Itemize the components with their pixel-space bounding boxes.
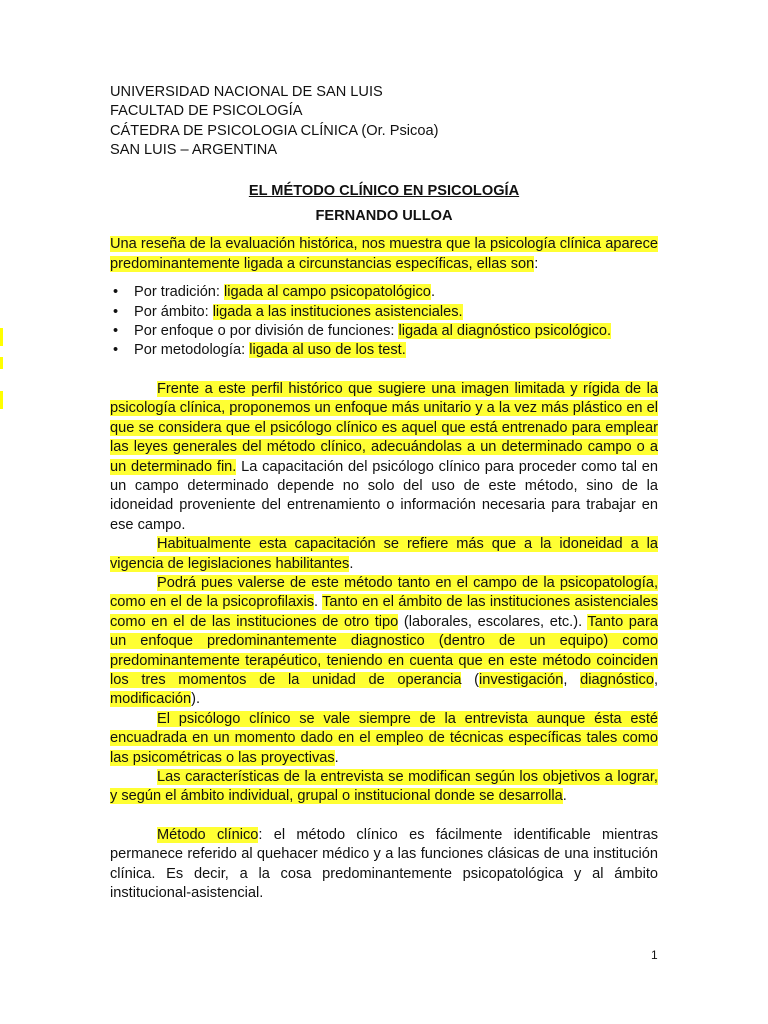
plain-text: .	[562, 788, 567, 805]
body-paragraph	[110, 535, 658, 574]
list-item	[134, 322, 658, 341]
list-item	[134, 283, 658, 302]
plain-text: :	[534, 255, 539, 272]
plain-text: : el método clínico es fácilmente identificable mientras permanece referido al quehacer médico y a las funciones clásicas de una institución clínica. Es decir, a la cosa predominantemente psicopatológica y al ámbito institucional-asistencial.	[110, 826, 658, 902]
header-university: UNIVERSIDAD NACIONAL DE SAN LUIS	[110, 84, 383, 100]
document-author: FERNANDO ULLOA	[315, 208, 453, 225]
body-paragraph	[110, 826, 658, 904]
bullet-lead: Por enfoque o por división de funciones:	[134, 323, 399, 340]
highlighted-text: Una reseña de la evaluación histórica, nos muestra que la psicología clínica aparece predominantemente ligada a circunstancias específicas, ellas son	[110, 236, 658, 272]
highlighted-text: Las características de la entrevista se modifican según los objetivos a lograr, y según el ámbito individual, grupal o institucional donde se desarrolla	[110, 769, 658, 805]
highlighted-text: modificación	[110, 691, 192, 708]
plain-text: ,	[653, 671, 659, 688]
highlighted-text: ligada a las instituciones asistenciales.	[212, 303, 463, 320]
header-chair: CÁTEDRA DE PSICOLOGIA CLÍNICA (Or. Psicoa)	[110, 122, 439, 139]
plain-text: .	[334, 749, 339, 766]
highlighted-text: ligada al diagnóstico psicológico.	[398, 323, 612, 340]
highlighted-text: Podrá pues valerse de este método tanto en el campo de la psicopatología, como en el de la psicoprofilaxis	[110, 574, 658, 611]
plain-text: ).	[191, 691, 201, 708]
highlighted-text: Habitualmente esta capacitación se refiere más que a la idoneidad a la vigencia de legislaciones habilitantes	[110, 536, 658, 572]
institution-header	[110, 83, 658, 161]
bullet-lead: Por metodología:	[134, 342, 250, 359]
plain-text: .	[349, 555, 354, 572]
list-item	[134, 303, 658, 322]
highlighted-text: Tanto para un enfoque predominantemente diagnostico (dentro de un equipo) como predominantemente terapéutico, teniendo en cuenta que en este método coinciden los tres momentos de la unidad de operancia	[110, 613, 658, 688]
highlighted-text: ligada al campo psicopatológico	[224, 284, 431, 301]
body-paragraph	[110, 380, 658, 535]
highlighted-text: El psicólogo clínico se vale siempre de la entrevista aunque ésta esté encuadrada en un momento dado en el empleo de técnicas específicas tales como las psicométricas o las proyectivas	[110, 710, 658, 766]
highlighted-text: Tanto en el ámbito de las instituciones asistenciales como en el de las instituciones de otro tipo	[110, 594, 658, 630]
plain-text: (laborales, escolares, etc.).	[398, 613, 588, 630]
intro-paragraph	[110, 235, 658, 274]
body-paragraph	[110, 710, 658, 768]
body-paragraph	[110, 574, 658, 710]
bullet-lead: Por ámbito:	[134, 303, 213, 320]
margin-highlight-mark	[0, 391, 3, 409]
page-number: 1	[651, 948, 658, 962]
highlighted-text: Frente a este perfil histórico que sugiere una imagen limitada y rígida de la psicología clínica, proponemos un enfoque más unitario y a la vez más plástico en el que se considera que el psicólogo clínico es aquel que está entrenado para emplear las leyes generales del método clínico, adecuándolas a un determinado campo o a un determinado fin.	[110, 380, 658, 475]
plain-text: La capacitación del psicólogo clínico para proceder como tal en un campo determinado depende no solo del uso de este método, sino de la idoneidad proveniente del entrenamiento o información necesaria para trabajar en ese campo.	[110, 458, 658, 533]
body-paragraph	[110, 768, 658, 807]
paragraph-spacer	[110, 361, 658, 380]
highlighted-text: Método clínico	[157, 826, 259, 843]
highlighted-text: investigación	[479, 671, 564, 688]
header-location: SAN LUIS – ARGENTINA	[110, 142, 278, 159]
highlighted-text: ligada al uso de los test.	[249, 342, 406, 359]
list-item	[134, 341, 658, 360]
bullet-lead: Por tradición:	[134, 284, 225, 301]
margin-highlight-mark	[0, 328, 3, 346]
document-title: EL MÉTODO CLÍNICO EN PSICOLOGÍA	[248, 182, 520, 199]
document-body	[110, 83, 658, 903]
plain-text: ,	[563, 671, 581, 688]
paragraph-spacer	[110, 807, 658, 826]
plain-text: .	[430, 284, 435, 301]
plain-text: (	[461, 671, 480, 688]
header-faculty: FACULTAD DE PSICOLOGÍA	[110, 103, 303, 120]
plain-text: .	[314, 594, 323, 611]
margin-highlight-mark	[0, 357, 3, 369]
bullet-list	[110, 283, 658, 361]
highlighted-text: diagnóstico	[580, 671, 654, 688]
